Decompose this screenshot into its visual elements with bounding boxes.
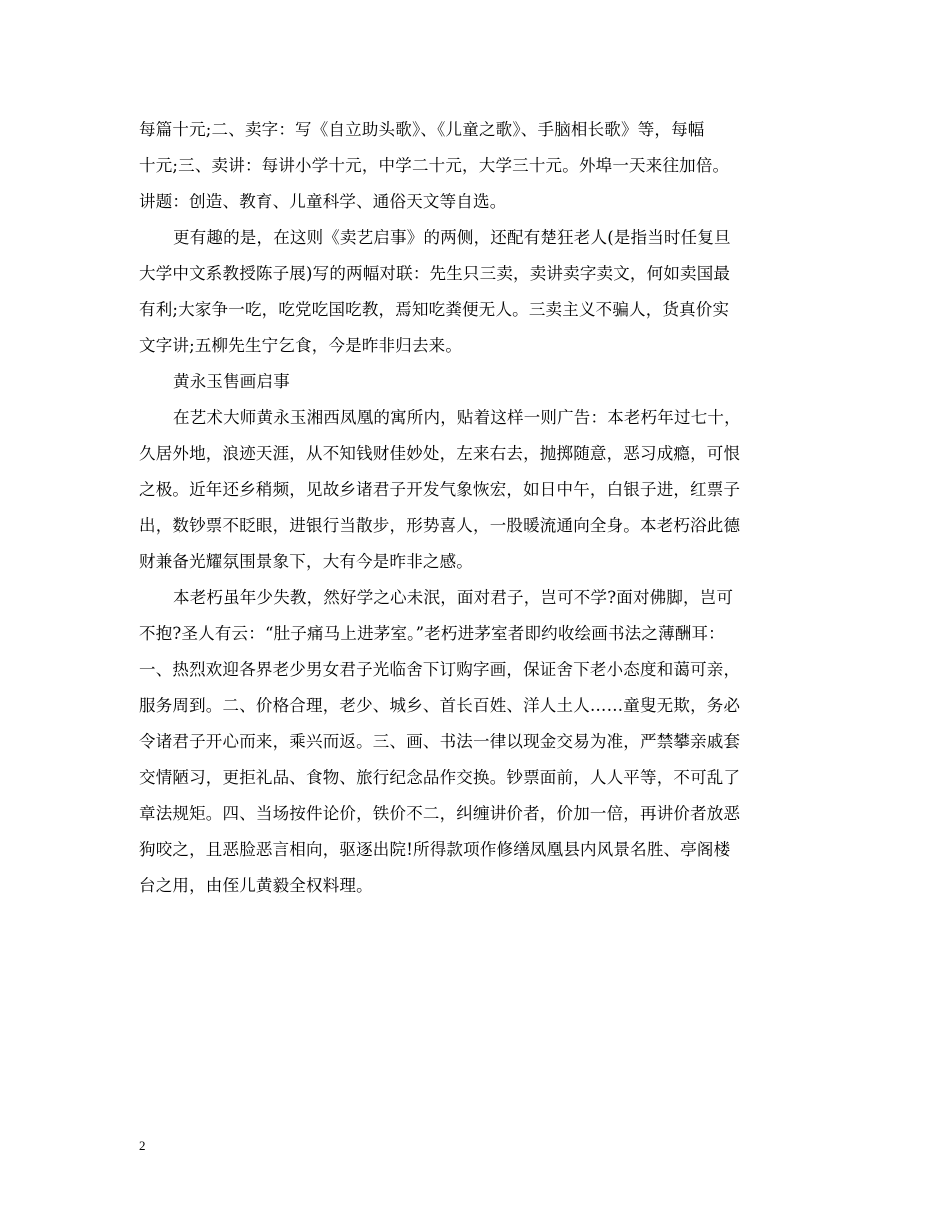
text-line: 服务周到。二、价格合理，老少、城乡、首长百姓、洋人土人……童叟无欺，务必: [139, 696, 741, 715]
text-line: 之极。近年还乡稍频，见故乡诸君子开发气象恢宏，如日中午，白银子进，红票子: [139, 480, 741, 499]
text-line: 台之用，由侄儿黄毅全权料理。: [139, 876, 373, 895]
text-line: 十元;三、卖讲：每讲小学十元，中学二十元，大学三十元。外埠一天来往加倍。: [139, 156, 730, 175]
text-line: 文字讲;五柳先生宁乞食，今是昨非归去来。: [139, 336, 463, 355]
section-heading: 黄永玉售画启事: [173, 372, 290, 391]
paragraph-first-line: 更有趣的是，在这则《卖艺启事》的两侧，还配有楚狂老人(是指当时任复旦: [173, 228, 731, 247]
text-line: 大学中文系教授陈子展)写的两幅对联：先生只三卖，卖讲卖字卖文，何如卖国最: [139, 264, 731, 283]
text-line: 不抱?圣人有云：“肚子痛马上进茅室。”老朽进茅室者即约收绘画书法之薄酬耳：: [139, 624, 725, 643]
text-line: 令诸君子开心而来，乘兴而返。三、画、书法一律以现金交易为准，严禁攀亲戚套: [139, 732, 741, 751]
text-line: 每篇十元;二、卖字：写《自立助头歌》、《儿童之歌》、手脑相长歌》等，每幅: [139, 120, 705, 139]
text-line: 有利;大家争一吃，吃党吃国吃教，焉知吃粪便无人。三卖主义不骗人，货真价实: [139, 300, 730, 319]
text-line: 财兼备光耀氛围景象下，大有今是昨非之感。: [139, 552, 473, 571]
text-line: 一、热烈欢迎各界老少男女君子光临舍下订购字画，保证舍下老小态度和蔼可亲，: [139, 660, 741, 679]
text-line: 狗咬之，且恶脸恶言相向，驱逐出院!所得款项作修缮凤凰县内风景名胜、亭阁楼: [139, 840, 731, 859]
paragraph-first-line: 本老朽虽年少失教，然好学之心未泯，面对君子，岂可不学?面对佛脚，岂可: [173, 588, 734, 607]
paragraph-first-line: 在艺术大师黄永玉湘西凤凰的寓所内，贴着这样一则广告：本老朽年过七十，: [173, 408, 741, 427]
document-body: [139, 112, 811, 904]
text-line: 出，数钞票不眨眼，进银行当散步，形势喜人，一股暖流通向全身。本老朽浴此德: [139, 516, 741, 535]
text-line: 章法规矩。四、当场按件论价，铁价不二，纠缠讲价者，价加一倍，再讲价者放恶: [139, 804, 741, 823]
page-number: 2: [139, 1138, 146, 1153]
text-line: 交情陋习，更拒礼品、食物、旅行纪念品作交换。钞票面前，人人平等，不可乱了: [139, 768, 741, 787]
text-line: 讲题：创造、教育、儿童科学、通俗天文等自选。: [139, 192, 507, 211]
text-line: 久居外地，浪迹天涯，从不知钱财佳妙处，左来右去，抛掷随意，恶习成瘾，可恨: [139, 444, 741, 463]
